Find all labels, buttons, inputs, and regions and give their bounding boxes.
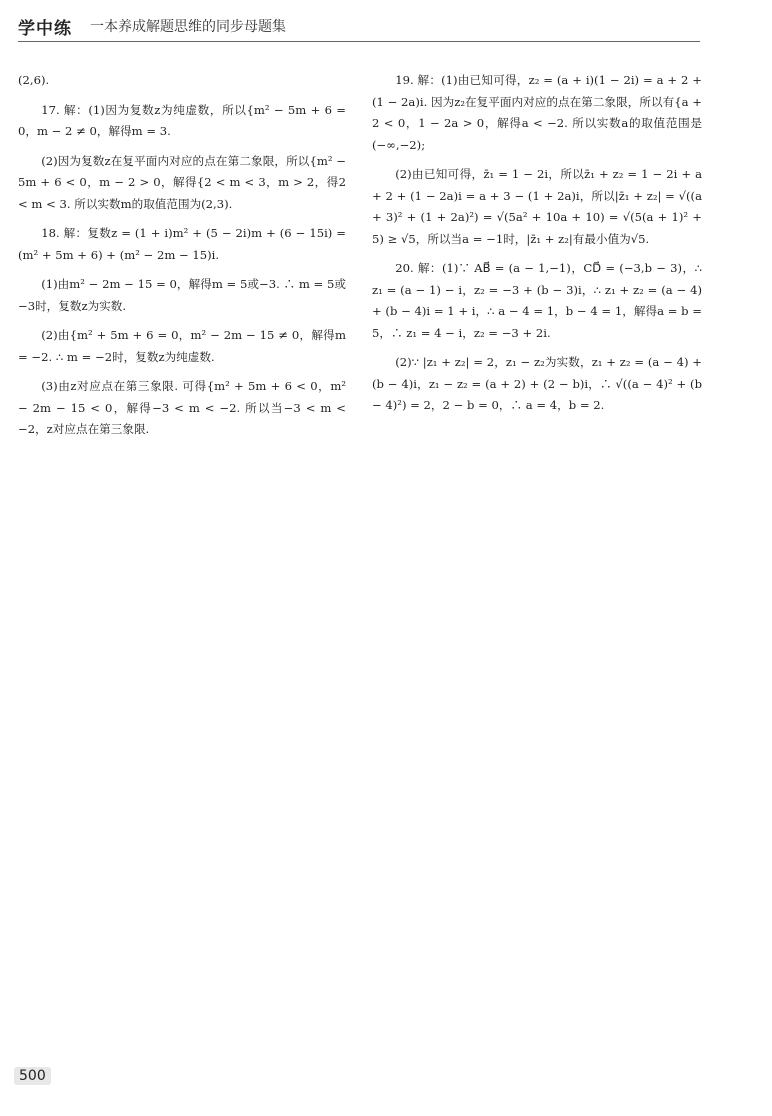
paragraph-gap [18, 368, 346, 376]
left-column [18, 70, 346, 441]
paragraph-gap [18, 143, 346, 151]
solution-paragraph: (2)由已知可得，z̄₁ = 1 − 2i，所以z̄₁ + z₂ = 1 − 2i + a + 2 + (1 − 2a)i = a + 3 − (1 + 2a)i，所以|z̄₁ + z₂| = √((a + 3)² + (1 + 2a)²) = √(5a² + 10a + 10) = √(5(a + 1)² + 5) ≥ √5，所以当a = −1时，|z̄₁ + z₂|有最小值为√5. [372, 167, 702, 246]
solution-paragraph: 17. 解：(1)因为复数z为纯虚数，所以{m² − 5m + 6 = 0，m − 2 ≠ 0，解得m = 3. [18, 102, 346, 138]
page-header [18, 14, 700, 44]
solution-paragraph: (1)由m² − 2m − 15 = 0，解得m = 5或−3. ∴ m = 5或−3时，复数z为实数. [18, 277, 346, 313]
page-number: 500 [14, 1067, 51, 1085]
solution-paragraph: (2)∵ |z₁ + z₂| = 2，z₁ − z₂为实数，z₁ + z₂ = (a − 4) + (b − 4)i，z₁ − z₂ = (a + 2) + (2 − b)i，∴ √((a − 4)² + (b − 4)²) = 2，2 − b = 0，∴ a = 4，b = 2. [372, 355, 702, 412]
paragraph-gap [372, 344, 702, 352]
right-column [372, 70, 702, 417]
book-logo: 学中练 [18, 19, 72, 39]
paragraph-gap [372, 156, 702, 164]
solution-paragraph: (2)由{m² + 5m + 6 = 0，m² − 2m − 15 ≠ 0，解得m = −2. ∴ m = −2时，复数z为纯虚数. [18, 328, 346, 364]
solution-paragraph: 19. 解：(1)由已知可得，z₂ = (a + i)(1 − 2i) = a + 2 + (1 − 2a)i. 因为z₂在复平面内对应的点在第二象限，所以有{a + 2 < 0，1 − 2a > 0，解得a < −2. 所以实数a的取值范围是(−∞,−2); [372, 73, 702, 152]
book-subtitle: 一本养成解题思维的同步母题集 [90, 19, 286, 35]
solution-paragraph: (2)因为复数z在复平面内对应的点在第二象限，所以{m² − 5m + 6 < 0，m − 2 > 0，解得{2 < m < 3，m > 2，得2 < m < 3. 所以实数m的取值范围为(2,3). [18, 153, 346, 211]
solution-paragraph: (2,6). [18, 73, 50, 87]
solution-paragraph: 20. 解：(1)∵ AB⃗ = (a − 1,−1)，CD⃗ = (−3,b − 3)，∴ z₁ = (a − 1) − i，z₂ = −3 + (b − 3)i，∴ z₁ + z₂ = (a − 4) + (b − 4)i = 1 + i，∴ a − 4 = 1，b − 4 = 1，解得a = b = 5，∴ z₁ = 4 − i，z₂ = −3 + 2i. [372, 261, 702, 340]
paragraph-gap [18, 317, 346, 325]
solution-paragraph: 18. 解：复数z = (1 + i)m² + (5 − 2i)m + (6 − 15i) = (m² + 5m + 6) + (m² − 2m − 15)i. [18, 226, 346, 262]
paragraph-gap [18, 266, 346, 274]
header-rule [18, 41, 700, 42]
paragraph-gap [18, 92, 346, 100]
paragraph-gap [18, 215, 346, 223]
solution-paragraph: (3)由z对应点在第三象限. 可得{m² + 5m + 6 < 0，m² − 2m − 15 < 0，解得−3 < m < −2. 所以当−3 < m < −2，z对应点在第三象限. [18, 379, 346, 436]
paragraph-gap [372, 250, 702, 258]
